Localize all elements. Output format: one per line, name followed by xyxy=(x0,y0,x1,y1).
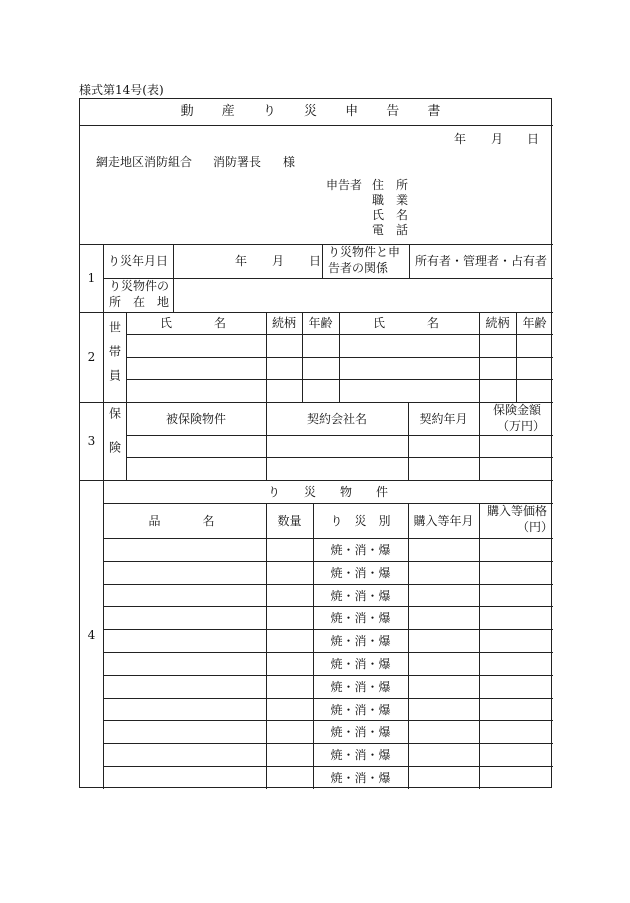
purchase-price-header-line1: 購入等価格 xyxy=(487,504,548,518)
form-number: 様式第14号(表) xyxy=(79,83,164,97)
disaster-type-cell: 焼・消・爆 xyxy=(330,724,391,739)
divider xyxy=(126,457,553,458)
addressee-org: 網走地区消防組合 xyxy=(96,155,193,169)
divider xyxy=(126,334,553,335)
divider xyxy=(322,244,323,278)
addressee-honorific: 様 xyxy=(283,155,296,169)
disaster-date-day: 日 xyxy=(309,254,322,268)
divider xyxy=(266,503,267,789)
disaster-date-year: 年 xyxy=(235,254,248,268)
applicant-phone-label: 電 話 xyxy=(372,223,409,237)
date-year: 年 xyxy=(454,132,467,146)
section-3-number: 3 xyxy=(87,434,96,448)
property-title: り 災 物 件 xyxy=(267,484,388,499)
disaster-type-cell: 焼・消・爆 xyxy=(330,542,391,557)
disaster-date-month: 月 xyxy=(272,254,285,268)
insured-item-header: 被保険物件 xyxy=(165,411,226,426)
form-title: 動 産 り 災 申 告 書 xyxy=(180,104,453,119)
insurance-side-label: 保険 xyxy=(107,407,122,475)
section-1-number: 1 xyxy=(87,271,96,285)
purchase-date-header: 購入等年月 xyxy=(413,513,474,528)
applicant-label: 申告者 xyxy=(326,178,363,192)
contract-date-header: 契約年月 xyxy=(419,411,468,426)
disaster-type-cell: 焼・消・爆 xyxy=(330,747,391,762)
divider xyxy=(126,357,553,358)
insurance-amount-header-line1: 保険金額 xyxy=(493,403,542,417)
applicant-address-label: 住 所 xyxy=(372,178,409,192)
divider xyxy=(479,503,480,789)
household-relation-header-1: 続柄 xyxy=(271,316,296,330)
insurance-company-header: 契約会社名 xyxy=(306,411,367,426)
divider xyxy=(408,503,409,789)
disaster-type-cell: 焼・消・爆 xyxy=(330,702,391,717)
relation-value: 所有者・管理者・占有者 xyxy=(414,254,547,268)
disaster-type-cell: 焼・消・爆 xyxy=(330,770,391,785)
relation-label-line1: り災物件と申 xyxy=(328,245,401,259)
location-label-line1: り災物件の xyxy=(109,279,170,293)
section-2-number: 2 xyxy=(87,350,96,364)
household-name-header-1: 氏 名 xyxy=(159,316,232,330)
disaster-type-cell: 焼・消・爆 xyxy=(330,610,391,625)
divider xyxy=(103,278,553,279)
divider xyxy=(479,402,480,480)
household-name-header-2: 氏 名 xyxy=(372,316,445,330)
divider xyxy=(80,125,553,126)
relation-label-line2: 告者の関係 xyxy=(328,261,389,275)
date-month: 月 xyxy=(491,132,504,146)
disaster-type-cell: 焼・消・爆 xyxy=(330,679,391,694)
applicant-occupation-label: 職 業 xyxy=(372,193,409,207)
purchase-price-header-line2: （円） xyxy=(517,520,554,534)
addressee-chief: 消防署長 xyxy=(213,155,262,169)
item-name-header: 品 名 xyxy=(148,513,221,528)
disaster-date-label: り災年月日 xyxy=(107,254,168,268)
section-4-number: 4 xyxy=(87,627,96,642)
disaster-type-header: り 災 別 xyxy=(330,513,391,528)
disaster-type-cell: 焼・消・爆 xyxy=(330,633,391,648)
household-age-header-2: 年齢 xyxy=(522,316,547,330)
disaster-type-cell: 焼・消・爆 xyxy=(330,588,391,603)
applicant-name-label: 氏 名 xyxy=(372,208,409,222)
location-label-line2: 所 在 地 xyxy=(109,295,170,309)
household-relation-header-2: 続柄 xyxy=(485,316,510,330)
divider xyxy=(126,379,553,380)
quantity-header: 数量 xyxy=(277,513,302,528)
household-side-label: 世帯員 xyxy=(107,321,122,393)
date-day: 日 xyxy=(527,132,540,146)
disaster-type-cell: 焼・消・爆 xyxy=(330,565,391,580)
household-age-header-1: 年齢 xyxy=(308,316,333,330)
divider xyxy=(126,435,553,436)
disaster-type-cell: 焼・消・爆 xyxy=(330,656,391,671)
report-form xyxy=(79,98,552,788)
insurance-amount-header-line2: （万円） xyxy=(497,419,546,433)
